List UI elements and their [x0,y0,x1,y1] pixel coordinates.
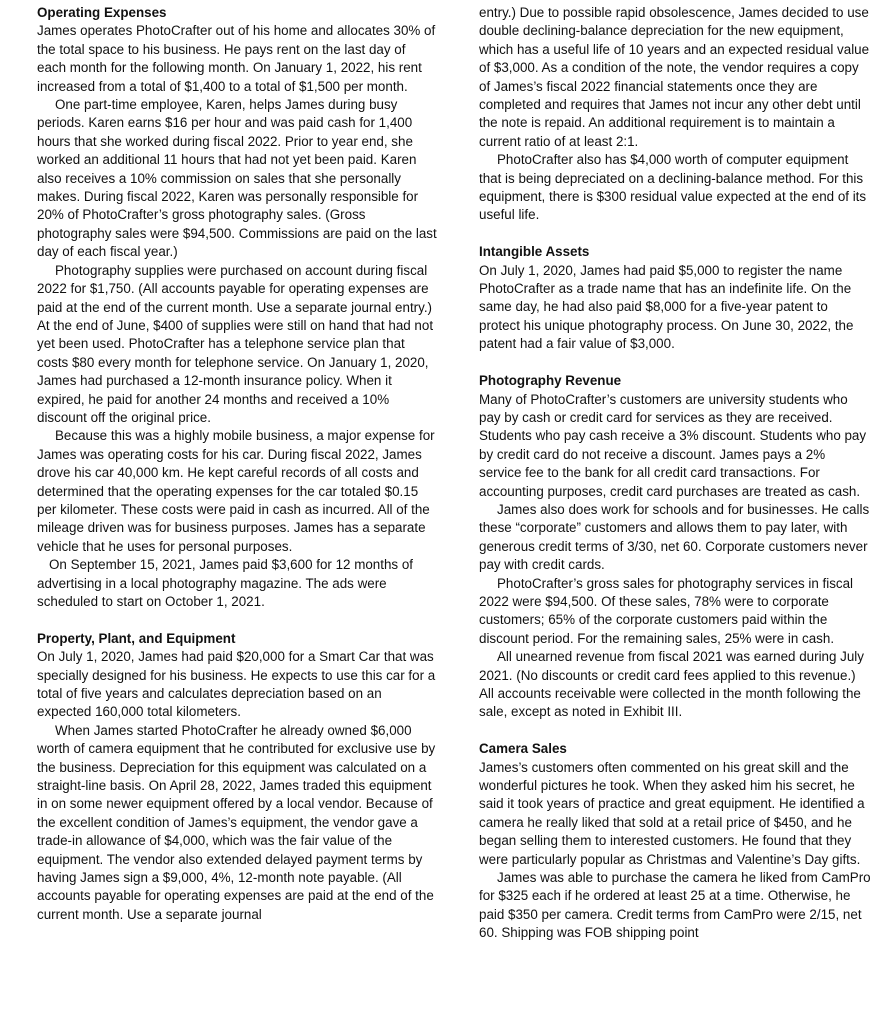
left-column [37,4,437,924]
camera-sales-heading: Camera Sales [479,741,567,757]
paragraph: PhotoCrafter also has $4,000 worth of computer equipment that is being depreciated on a declining-balance method. For this equipment, there is $300 residual value expected at the end of its useful life. [479,152,867,223]
paragraph: Many of PhotoCrafter’s customers are university students who pay by cash or credit card for services as they are received. Students who pay cash receive a 3% discount. Students who pay by credit card do not receive a discount. James pays a 2% service fee to the bank for all credit card transactions. For accounting purposes, credit card purchases are treated as cash. [479,391,867,499]
ppe-continued-section [479,4,871,225]
paragraph: When James started PhotoCrafter he already owned $6,000 worth of camera equipment that he contributed for exclusive use by the business. Depreciation for this equipment was calculated on a straight-line basis. On April 28, 2022, James traded this equipment in on some newer equipment offered by a local vendor. Because of the excellent condition of James’s equipment, the vendor gave a trade-in allowance of $4,000, which was the fair value of the equipment. The vendor also extended delayed payment terms by having James sign a $9,000, 4%, 12-month note payable. (All accounts payable for operating expenses are paid at the end of the current month. Use a separate journal [37,722,436,922]
paragraph: One part-time employee, Karen, helps James during busy periods. Karen earns $16 per hour and was paid cash for 1,400 hours that she worked during fiscal 2022. Prior to year end, she worked an additional 11 hours that had not yet been paid. Karen also receives a 10% commission on sales that she personally makes. During fiscal 2022, Karen was personally responsible for 20% of PhotoCrafter’s gross photography sales. (Gross photography sales were $94,500. Commissions are paid on the last day of each fiscal year.) [37,97,437,260]
operating-expenses-heading: Operating Expenses [37,5,167,20]
intangible-assets-section [479,243,871,353]
ppe-heading: Property, Plant, and Equipment [37,630,236,646]
photography-revenue-heading: Photography Revenue [479,373,622,389]
paragraph: PhotoCrafter’s gross sales for photography services in fiscal 2022 were $94,500. Of these sales, 78% were to corporate customers; 65% of the corporate customers paid within the discount period. For the remaining sales, 25% were in cash. [479,575,854,646]
paragraph: James’s customers often commented on his great skill and the wonderful pictures he took. When they asked him his secret, he said it took years of practice and great equipment. He identified a camera he really liked that sold at a retail price of $450, and he began selling them to interested customers. He found that they were particularly popular as Christmas and Valentine’s Day gifts. [479,759,865,867]
paragraph: Photography supplies were purchased on account during fiscal 2022 for $1,750. (All accounts payable for operating expenses are paid at the end of the current month. Use a separate journal entry.) At the end of June, $400 of supplies were still on hand that had not yet been used. PhotoCrafter has a telephone service plan that costs $80 every month for telephone service. On January 1, 2020, James had purchased a 12-month insurance policy. When it expired, he paid for another 24 months and received a 10% discount off the original price. [37,262,434,425]
camera-sales-section [479,740,871,942]
ppe-section [37,630,437,925]
paragraph: On September 15, 2021, James paid $3,600 for 12 months of advertising in a local photography magazine. The ads were scheduled to start on October 1, 2021. [37,557,414,609]
right-column [479,4,871,943]
paragraph: James was able to purchase the camera he liked from CamPro for $325 each if he ordered at least 25 at a time. Otherwise, he paid $350 per camera. Credit terms from CamPro were 2/15, net 60. Shipping was FOB shipping point [479,870,871,941]
paragraph: James operates PhotoCrafter out of his home and allocates 30% of the total space to his business. He pays rent on the last day of each month for the following month. On January 1, 2022, his rent increased from a total of $1,400 to a total of $1,500 per month. [37,23,436,94]
paragraph: On July 1, 2020, James had paid $5,000 to register the name PhotoCrafter as a trade name that has an indefinite life. On the same day, he had also paid $8,000 for a five-year patent to protect his unique photography process. On June 30, 2022, the patent had a fair value of $3,000. [479,262,854,352]
photography-revenue-section [479,372,871,722]
paragraph: All unearned revenue from fiscal 2021 was earned during July 2021. (No discounts or credit card fees applied to this revenue.) All accounts receivable were collected in the month following the sale, except as noted in Exhibit III. [479,649,864,720]
operating-expenses-section [37,4,437,611]
paragraph: James also does work for schools and for businesses. He calls these “corporate” customers and allows them to pay later, with generous credit terms of 3/30, net 60. Corporate customers never pay with credit cards. [479,501,870,573]
paragraph: Because this was a highly mobile business, a major expense for James was operating costs for his car. During fiscal 2022, James drove his car 40,000 km. He kept careful records of all costs and determined that the operating expenses for the car totaled $0.15 per kilometer. These costs were paid in cash as incurred. All of the mileage driven was for business purposes. James has a separate vehicle that he uses for personal purposes. [37,428,435,554]
intangible-assets-heading: Intangible Assets [479,244,590,260]
paragraph: entry.) Due to possible rapid obsolescence, James decided to use double declining-balance depreciation for the new equipment, which has a useful life of 10 years and an expected residual value of $3,000. As a condition of the note, the vendor requires a copy of James’s fiscal 2022 financial statements once they are completed and requires that James not incur any other debt until the note is repaid. An additional requirement is to maintain a current ratio of at least 2:1. [479,5,870,149]
paragraph: On July 1, 2020, James had paid $20,000 for a Smart Car that was specially designed for his business. He expects to use this car for a total of five years and calculates depreciation based on an expected 160,000 total kilometers. [37,649,436,720]
